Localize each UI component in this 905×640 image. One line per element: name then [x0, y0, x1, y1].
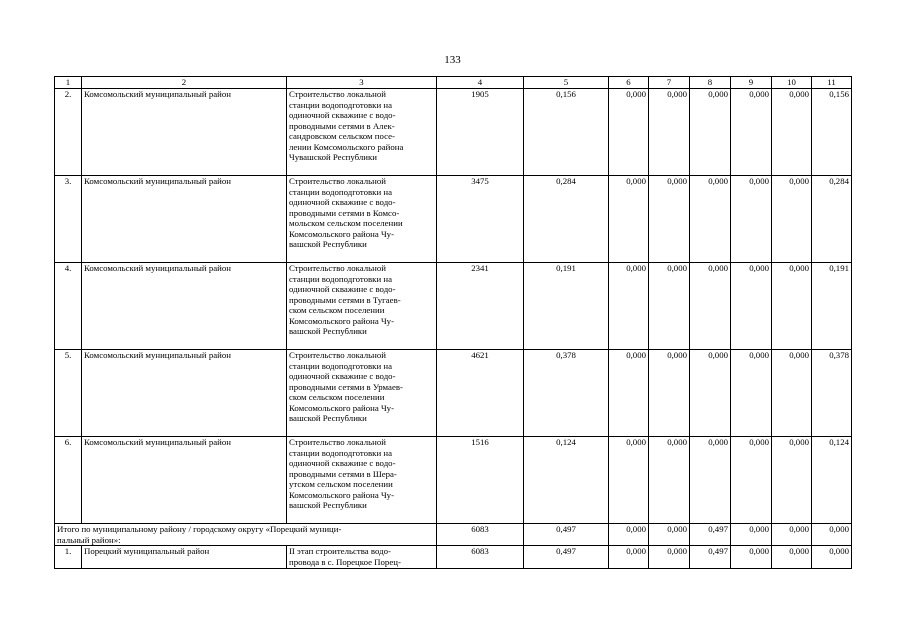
- project-description-line: Комсомольского района Чу-: [289, 315, 394, 326]
- column-number: 2: [82, 77, 287, 89]
- value-c8: 0,000: [690, 89, 731, 176]
- project-description-line: проводными сетями в Алек-: [289, 120, 395, 131]
- value-c6: 0,000: [609, 263, 649, 350]
- value-c4: 6083: [437, 546, 524, 569]
- project-description: [287, 263, 437, 350]
- column-number: 3: [287, 77, 437, 89]
- row-number: 4.: [55, 263, 82, 350]
- value-c10: 0,000: [772, 546, 812, 569]
- value-c9: 0,000: [731, 263, 772, 350]
- value-c10: 0,000: [772, 350, 812, 437]
- total-label-line: пальный район»:: [57, 534, 121, 545]
- value-c11: 0,191: [812, 263, 852, 350]
- row-number: 2.: [55, 89, 82, 176]
- value-c8: 0,000: [690, 350, 731, 437]
- project-description: [287, 546, 437, 569]
- district-name: Порецкий муниципальный район: [82, 546, 287, 569]
- total-c5: 0,497: [524, 524, 609, 546]
- total-c7: 0,000: [649, 524, 690, 546]
- project-description-line: Чувашской Республики: [289, 152, 377, 162]
- value-c11: 0,284: [812, 176, 852, 263]
- page-number: 133: [444, 54, 461, 66]
- value-c6: 0,000: [609, 176, 649, 263]
- value-c7: 0,000: [649, 546, 690, 569]
- district-name: Комсомольский муниципальный район: [82, 437, 287, 524]
- project-description-line: Строительство локальной: [289, 350, 386, 360]
- value-c4: 3475: [437, 176, 524, 263]
- district-name: Комсомольский муниципальный район: [82, 89, 287, 176]
- district-name: Комсомольский муниципальный район: [82, 176, 287, 263]
- project-description-line: Комсомольского района Чу-: [289, 402, 394, 413]
- value-c11: 0,378: [812, 350, 852, 437]
- project-description-line: проводными сетями в Комсо-: [289, 207, 400, 218]
- project-description-line: вашской Республики: [289, 239, 367, 249]
- value-c4: 2341: [437, 263, 524, 350]
- project-description-line: II этап строительства водо-: [289, 546, 391, 556]
- project-description: [287, 89, 437, 176]
- table-row: [55, 89, 852, 176]
- project-description-line: Строительство локальной: [289, 176, 386, 186]
- value-c7: 0,000: [649, 89, 690, 176]
- value-c9: 0,000: [731, 546, 772, 569]
- table-row: [55, 437, 852, 524]
- district-name: Комсомольский муниципальный район: [82, 350, 287, 437]
- value-c8: 0,497: [690, 546, 731, 569]
- value-c9: 0,000: [731, 176, 772, 263]
- value-c4: 1905: [437, 89, 524, 176]
- column-number-row: [55, 77, 852, 89]
- value-c6: 0,000: [609, 546, 649, 569]
- value-c5: 0,378: [524, 350, 609, 437]
- project-description-line: ском сельском поселении: [289, 392, 385, 402]
- project-description-line: станции водоподготовки на: [289, 99, 392, 110]
- project-description-line: проводными сетями в Шера-: [289, 468, 397, 479]
- value-c6: 0,000: [609, 89, 649, 176]
- value-c7: 0,000: [649, 350, 690, 437]
- project-description-line: проводными сетями в Урмаев-: [289, 381, 403, 392]
- project-description-line: станции водоподготовки на: [289, 360, 392, 371]
- project-description-line: одиночной скважине с водо-: [289, 284, 396, 294]
- value-c6: 0,000: [609, 437, 649, 524]
- value-c11: 0,000: [812, 546, 852, 569]
- value-c5: 0,124: [524, 437, 609, 524]
- column-number: 8: [690, 77, 731, 89]
- total-c4: 6083: [437, 524, 524, 546]
- row-number: 3.: [55, 176, 82, 263]
- project-description-line: Комсомольского района Чу-: [289, 489, 394, 500]
- value-c7: 0,000: [649, 263, 690, 350]
- table-row: [55, 176, 852, 263]
- value-c10: 0,000: [772, 263, 812, 350]
- project-description-line: вашской Республики: [289, 500, 367, 510]
- value-c9: 0,000: [731, 437, 772, 524]
- column-number: 5: [524, 77, 609, 89]
- column-number: 6: [609, 77, 649, 89]
- total-c6: 0,000: [609, 524, 649, 546]
- project-description-line: станции водоподготовки на: [289, 186, 392, 197]
- project-description-line: Строительство локальной: [289, 89, 386, 99]
- value-c4: 4621: [437, 350, 524, 437]
- total-c11: 0,000: [812, 524, 852, 546]
- row-number: 6.: [55, 437, 82, 524]
- total-c10: 0,000: [772, 524, 812, 546]
- total-label-line: Итого по муниципальному району / городскому округу «Порецкий муници-: [57, 524, 342, 534]
- column-number: 1: [55, 77, 82, 89]
- table-row: [55, 263, 852, 350]
- value-c11: 0,156: [812, 89, 852, 176]
- project-description: [287, 437, 437, 524]
- project-description-line: станции водоподготовки на: [289, 273, 392, 284]
- total-row: [55, 524, 852, 546]
- project-description-line: мольском сельском поселении: [289, 218, 403, 228]
- row-number: 5.: [55, 350, 82, 437]
- project-description-line: одиночной скважине с водо-: [289, 197, 396, 207]
- value-c7: 0,000: [649, 176, 690, 263]
- value-c11: 0,124: [812, 437, 852, 524]
- value-c5: 0,497: [524, 546, 609, 569]
- table-row: [55, 350, 852, 437]
- row-number: 1.: [55, 546, 82, 569]
- project-description-line: ском сельском поселении: [289, 305, 385, 315]
- value-c10: 0,000: [772, 89, 812, 176]
- project-description: [287, 350, 437, 437]
- project-description-line: станции водоподготовки на: [289, 447, 392, 458]
- column-number: 9: [731, 77, 772, 89]
- value-c10: 0,000: [772, 176, 812, 263]
- table-row: [55, 546, 852, 569]
- project-description-line: сандровском сельском посе-: [289, 131, 395, 141]
- value-c8: 0,000: [690, 263, 731, 350]
- project-description-line: провода в с. Порецкое Порец-: [289, 556, 401, 567]
- column-number: 10: [772, 77, 812, 89]
- value-c9: 0,000: [731, 350, 772, 437]
- total-label: [55, 524, 437, 546]
- value-c5: 0,191: [524, 263, 609, 350]
- project-description-line: Строительство локальной: [289, 437, 386, 447]
- value-c8: 0,000: [690, 437, 731, 524]
- project-description: [287, 176, 437, 263]
- value-c8: 0,000: [690, 176, 731, 263]
- column-number: 4: [437, 77, 524, 89]
- project-description-line: Строительство локальной: [289, 263, 386, 273]
- value-c4: 1516: [437, 437, 524, 524]
- project-description-line: вашской Республики: [289, 413, 367, 423]
- project-description-line: лении Комсомольского района: [289, 141, 404, 152]
- project-description-line: одиночной скважине с водо-: [289, 110, 396, 120]
- project-description-line: проводными сетями в Тугаев-: [289, 294, 401, 305]
- project-description-line: Комсомольского района Чу-: [289, 228, 394, 239]
- value-c5: 0,284: [524, 176, 609, 263]
- total-c9: 0,000: [731, 524, 772, 546]
- value-c5: 0,156: [524, 89, 609, 176]
- value-c10: 0,000: [772, 437, 812, 524]
- column-number: 11: [812, 77, 852, 89]
- data-table: [54, 76, 852, 569]
- project-description-line: утском сельском поселении: [289, 479, 393, 489]
- project-description-line: вашской Республики: [289, 326, 367, 336]
- value-c7: 0,000: [649, 437, 690, 524]
- district-name: Комсомольский муниципальный район: [82, 263, 287, 350]
- project-description-line: одиночной скважине с водо-: [289, 458, 396, 468]
- project-description-line: одиночной скважине с водо-: [289, 371, 396, 381]
- total-c8: 0,497: [690, 524, 731, 546]
- value-c9: 0,000: [731, 89, 772, 176]
- column-number: 7: [649, 77, 690, 89]
- value-c6: 0,000: [609, 350, 649, 437]
